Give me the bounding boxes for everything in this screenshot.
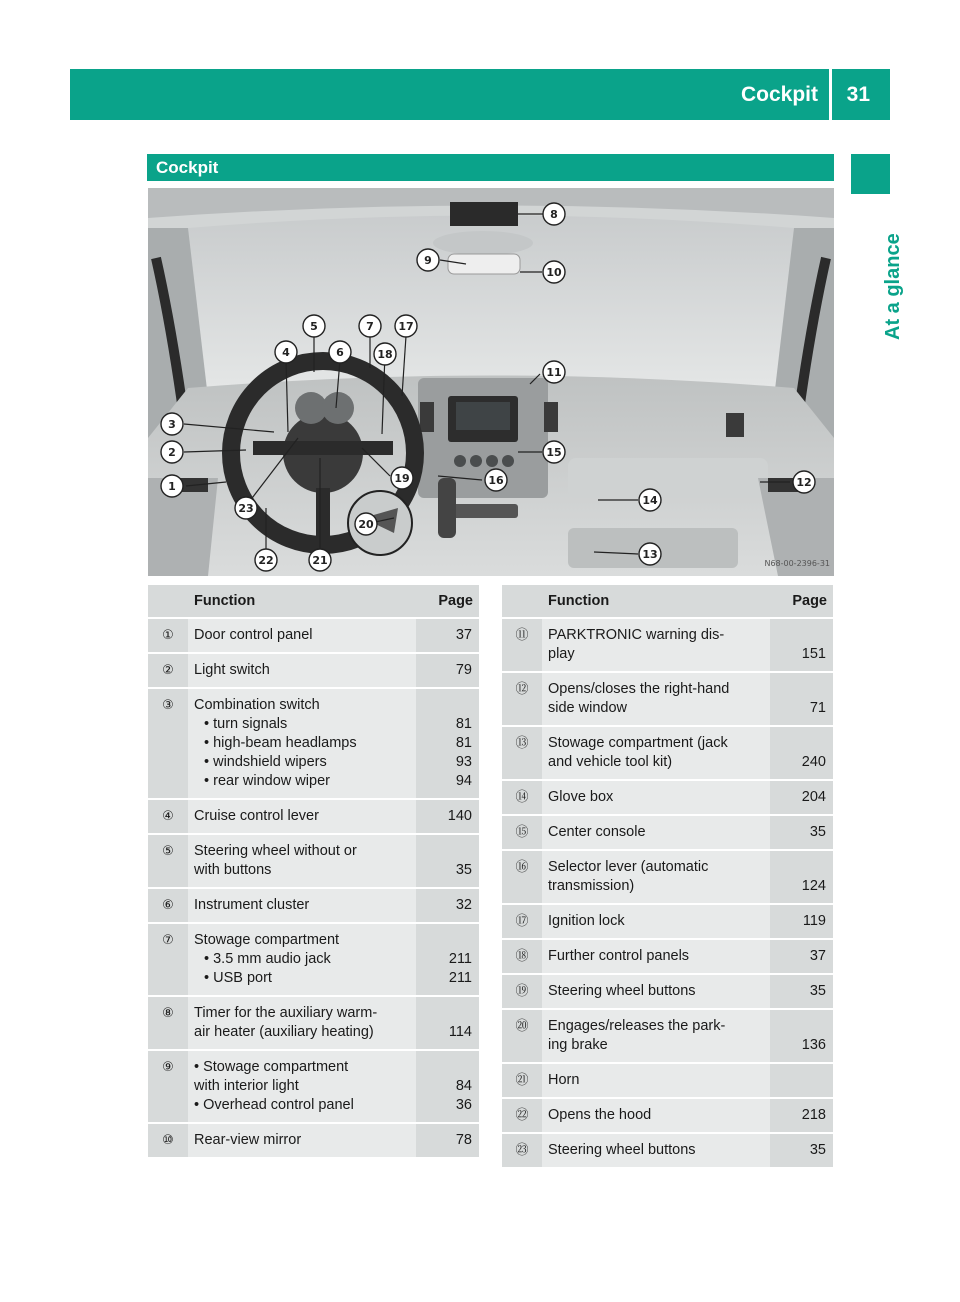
page-ref: [776, 1017, 826, 1036]
item-number: ⑨: [148, 1051, 188, 1122]
bullet-dot: •: [204, 773, 214, 789]
function-cell: [542, 727, 770, 779]
page-cell: [770, 1010, 833, 1062]
callout-20: 20: [358, 518, 374, 531]
bullet-item: [194, 950, 410, 969]
page-ref: 218: [801, 1107, 826, 1123]
item-number: ④: [148, 800, 188, 833]
page-ref: 114: [448, 1024, 472, 1040]
table-header-num: [502, 585, 542, 617]
item-number: ⑱: [502, 940, 542, 973]
function-table-right: [502, 583, 833, 1169]
function-text: Steering wheel without or: [194, 843, 357, 859]
item-number: ⑪: [502, 619, 542, 671]
section-title: Cockpit: [156, 158, 219, 177]
function-text: and vehicle tool kit): [548, 754, 673, 770]
function-text: Ignition lock: [548, 913, 625, 929]
page-ref: 35: [809, 1142, 826, 1158]
callout-1: 1: [168, 480, 176, 493]
table-row: [148, 619, 479, 652]
page-ref: 35: [455, 862, 472, 878]
function-text: Steering wheel buttons: [548, 983, 696, 999]
page-ref: 36: [455, 1097, 472, 1113]
bullet-item: [194, 715, 410, 734]
table-row: [148, 800, 479, 833]
function-text: • Stowage compartment: [194, 1059, 349, 1075]
table-row: [502, 940, 833, 973]
bullet-text: windshield wipers: [213, 754, 327, 770]
function-cell: [542, 905, 770, 938]
page-cell: [770, 851, 833, 903]
page-ref: 81: [455, 735, 472, 751]
item-number: ②: [148, 654, 188, 687]
function-cell: [188, 835, 416, 887]
item-number: ㉓: [502, 1134, 542, 1167]
table-header-function: Function: [542, 585, 770, 617]
function-cell: [542, 619, 770, 671]
page-ref: 136: [801, 1037, 826, 1053]
page-cell: [770, 816, 833, 849]
side-tab: [854, 210, 904, 340]
page-cell: [416, 800, 479, 833]
callout-7: 7: [366, 320, 374, 333]
function-cell: [188, 924, 416, 995]
table-row: [502, 1064, 833, 1097]
table-header-num: [148, 585, 188, 617]
cockpit-photo: [148, 188, 834, 576]
page-cell: [770, 940, 833, 973]
function-text: Selector lever (automatic: [548, 859, 709, 875]
function-cell: [542, 781, 770, 814]
table-header-function: Function: [188, 585, 416, 617]
item-number: ㉒: [502, 1099, 542, 1132]
function-cell: [542, 673, 770, 725]
item-number: ⑰: [502, 905, 542, 938]
page-cell: [416, 889, 479, 922]
function-text: ing brake: [548, 1037, 608, 1053]
page-ref: 240: [801, 754, 826, 770]
item-number: ⑬: [502, 727, 542, 779]
page-ref: 37: [809, 948, 826, 964]
page-ref: 94: [455, 773, 472, 789]
item-number: ⑳: [502, 1010, 542, 1062]
table-row: [148, 654, 479, 687]
function-text: Combination switch: [194, 697, 320, 713]
item-number: ⑩: [148, 1124, 188, 1157]
item-number: ⑫: [502, 673, 542, 725]
callout-21: 21: [312, 554, 328, 567]
function-table-left: [148, 583, 479, 1159]
table-row: [148, 889, 479, 922]
bullet-text: turn signals: [213, 716, 288, 732]
page-ref: 35: [809, 983, 826, 999]
table-row: [148, 997, 479, 1049]
function-text: air heater (auxiliary heating): [194, 1024, 374, 1040]
function-text: Glove box: [548, 789, 614, 805]
bullet-item: [194, 772, 410, 791]
page-cell: [770, 1099, 833, 1132]
table-row: [502, 1099, 833, 1132]
function-text: with interior light: [194, 1078, 299, 1094]
function-cell: [542, 1064, 770, 1097]
function-text: Opens/closes the right-hand: [548, 681, 730, 697]
page-spacer: [422, 696, 472, 715]
callout-6: 6: [336, 346, 344, 359]
page-cell: [416, 997, 479, 1049]
function-cell: [542, 816, 770, 849]
photo-watermark: N68-00-2396-31: [764, 559, 830, 568]
page-ref: 78: [455, 1132, 472, 1148]
function-text: Timer for the auxiliary warm-: [194, 1005, 378, 1021]
callout-10: 10: [546, 266, 562, 279]
function-text: PARKTRONIC warning dis-: [548, 627, 725, 643]
bullet-dot: •: [204, 735, 214, 751]
function-text: Light switch: [194, 662, 270, 678]
callout-19: 19: [394, 472, 410, 485]
page-ref: [776, 858, 826, 877]
table-row: [502, 975, 833, 1008]
page-ref: [776, 626, 826, 645]
page-cell: [416, 835, 479, 887]
page-cell: [416, 654, 479, 687]
item-number: ⑦: [148, 924, 188, 995]
callout-15: 15: [546, 446, 562, 459]
table-row: [502, 905, 833, 938]
page-ref: 79: [455, 662, 472, 678]
callout-8: 8: [550, 208, 558, 221]
page-ref: 71: [809, 700, 826, 716]
page-number: 31: [846, 83, 870, 106]
function-cell: [542, 1010, 770, 1062]
table-row: [502, 619, 833, 671]
page-ref: [776, 734, 826, 753]
function-text: Steering wheel buttons: [548, 1142, 696, 1158]
function-text: Further control panels: [548, 948, 690, 964]
table-row: [148, 924, 479, 995]
item-number: ⑮: [502, 816, 542, 849]
callout-5: 5: [310, 320, 318, 333]
page-cell: [770, 673, 833, 725]
callout-14: 14: [642, 494, 658, 507]
bullet-item: [194, 734, 410, 753]
function-text: Instrument cluster: [194, 897, 310, 913]
page-ref: [422, 1004, 472, 1023]
callout-22: 22: [258, 554, 274, 567]
function-cell: [188, 889, 416, 922]
page-ref: 84: [455, 1078, 472, 1094]
page-cell: [770, 975, 833, 1008]
item-number: ③: [148, 689, 188, 798]
function-text: Rear-view mirror: [194, 1132, 302, 1148]
callout-18: 18: [377, 348, 393, 361]
table-row: [148, 1051, 479, 1122]
function-cell: [188, 1124, 416, 1157]
page-cell: [770, 905, 833, 938]
callout-9: 9: [424, 254, 432, 267]
function-text: Cruise control lever: [194, 808, 319, 824]
function-text: with buttons: [194, 862, 272, 878]
function-cell: [188, 1051, 416, 1122]
page-cell: [770, 727, 833, 779]
function-cell: [542, 851, 770, 903]
function-cell: [542, 1134, 770, 1167]
page-ref: 32: [455, 897, 472, 913]
page-ref: 119: [802, 913, 826, 929]
page-cell: [416, 1124, 479, 1157]
page-ref: [422, 842, 472, 861]
function-cell: [188, 654, 416, 687]
table-row: [148, 835, 479, 887]
function-cell: [188, 997, 416, 1049]
callout-3: 3: [168, 418, 176, 431]
callout-23: 23: [238, 502, 254, 515]
page-ref: 37: [455, 627, 472, 643]
bullet-dot: •: [204, 716, 214, 732]
page-ref: 35: [809, 824, 826, 840]
header-bar: [70, 69, 890, 120]
function-cell: [188, 800, 416, 833]
item-number: ⑤: [148, 835, 188, 887]
page-ref: [776, 1071, 826, 1090]
bullet-text: USB port: [213, 970, 272, 986]
item-number: ⑲: [502, 975, 542, 1008]
function-text: Stowage compartment: [194, 932, 340, 948]
item-number: ⑯: [502, 851, 542, 903]
header-separator: [829, 69, 832, 120]
page-cell: [770, 1134, 833, 1167]
callout-17: 17: [398, 320, 414, 333]
bullet-item: [194, 969, 410, 988]
function-text: Door control panel: [194, 627, 313, 643]
page-ref: [776, 680, 826, 699]
table-row: [502, 851, 833, 903]
section-bar: [147, 154, 834, 181]
bullet-text: 3.5 mm audio jack: [213, 951, 331, 967]
callout-2: 2: [168, 446, 176, 459]
page-ref: 211: [448, 951, 472, 967]
item-number: ㉑: [502, 1064, 542, 1097]
page-ref: 124: [801, 878, 826, 894]
page-cell: [416, 1051, 479, 1122]
bullet-dot: •: [204, 951, 214, 967]
table-header-page: Page: [770, 585, 833, 617]
callout-12: 12: [796, 476, 812, 489]
callout-11: 11: [546, 366, 562, 379]
function-text: Horn: [548, 1072, 580, 1088]
function-text: play: [548, 646, 575, 662]
item-number: ①: [148, 619, 188, 652]
page-ref: 93: [455, 754, 472, 770]
function-cell: [542, 975, 770, 1008]
function-cell: [542, 1099, 770, 1132]
page-ref: 211: [448, 970, 472, 986]
side-tab-label: At a glance: [882, 233, 904, 340]
page-cell: [770, 1064, 833, 1097]
page-cell: [770, 781, 833, 814]
function-text: side window: [548, 700, 627, 716]
page-cell: [416, 924, 479, 995]
bullet-text: high-beam headlamps: [213, 735, 357, 751]
page-ref: 81: [455, 716, 472, 732]
table-row: [502, 781, 833, 814]
item-number: ⑥: [148, 889, 188, 922]
page-ref: [422, 1058, 472, 1077]
function-text: Center console: [548, 824, 646, 840]
page-ref: 140: [447, 808, 472, 824]
table-row: [148, 689, 479, 798]
side-tab-block: [851, 154, 890, 194]
callout-16: 16: [488, 474, 504, 487]
table-row: [502, 816, 833, 849]
function-cell: [188, 689, 416, 798]
bullet-text: rear window wiper: [213, 773, 330, 789]
function-text: Opens the hood: [548, 1107, 652, 1123]
page-cell: [770, 619, 833, 671]
table-header-page: Page: [416, 585, 479, 617]
page-cell: [416, 689, 479, 798]
table-row: [502, 673, 833, 725]
table-row: [148, 1124, 479, 1157]
page-ref: 151: [801, 646, 826, 662]
function-text: Engages/releases the park-: [548, 1018, 726, 1034]
item-number: ⑭: [502, 781, 542, 814]
table-row: [502, 1134, 833, 1167]
page-cell: [416, 619, 479, 652]
page-ref: 204: [801, 789, 826, 805]
item-number: ⑧: [148, 997, 188, 1049]
function-text: • Overhead control panel: [194, 1097, 354, 1113]
table-row: [502, 727, 833, 779]
callout-13: 13: [642, 548, 658, 561]
table-row: [502, 1010, 833, 1062]
bullet-item: [194, 753, 410, 772]
callout-4: 4: [282, 346, 290, 359]
function-text: Stowage compartment (jack: [548, 735, 728, 751]
bullet-dot: •: [204, 754, 214, 770]
function-text: transmission): [548, 878, 635, 894]
page-spacer: [422, 931, 472, 950]
function-cell: [188, 619, 416, 652]
bullet-dot: •: [204, 970, 214, 986]
function-cell: [542, 940, 770, 973]
header-title: Cockpit: [740, 83, 818, 106]
